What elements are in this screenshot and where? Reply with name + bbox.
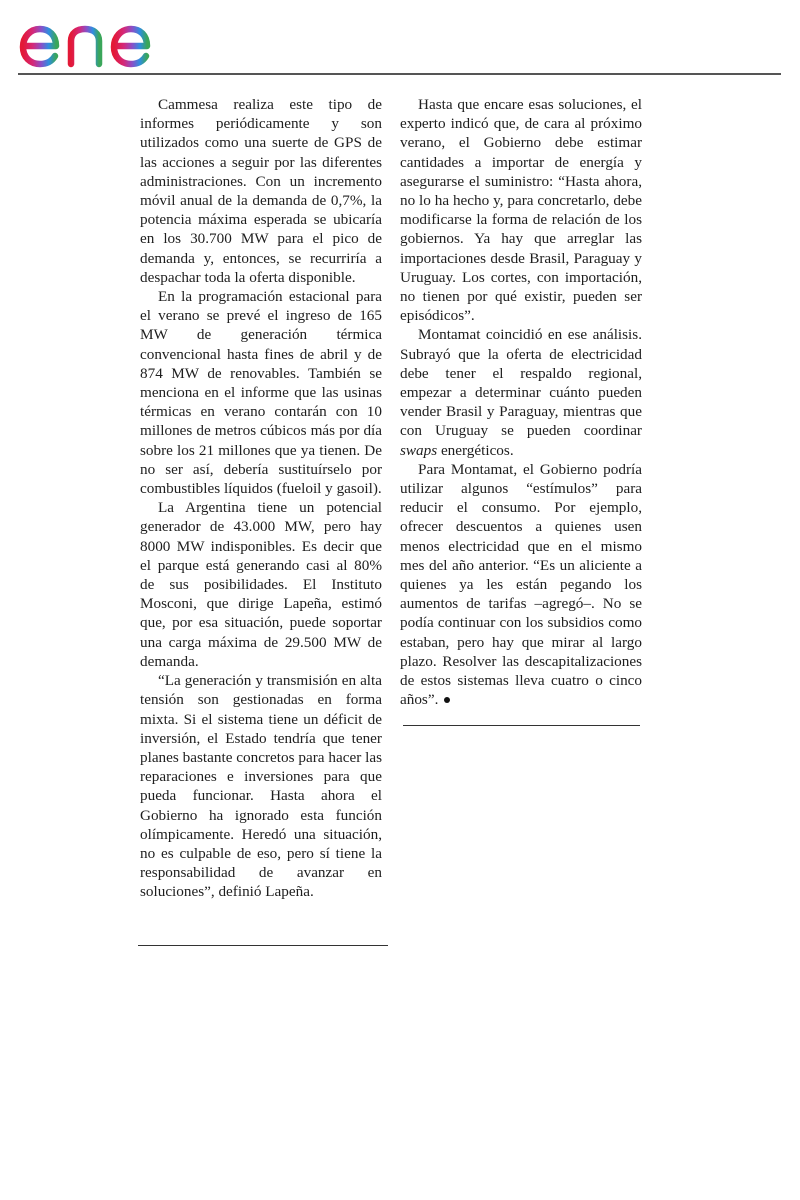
article-paragraph: Cammesa realiza este tipo de informes periódicamente y son utilizados como una suerte de GPS de las acciones a seguir por las diferentes administraciones. Con un incremento móvil anual de la demanda de 0,7%, la potencia máxima esperada se ubicaría en los 30.700 MW para el pico de demanda y, entonces, se recurriría a despachar toda la oferta disponible.	[140, 96, 382, 286]
article-paragraph-montamat	[400, 325, 642, 459]
header-divider	[18, 73, 781, 75]
enel-logo	[14, 8, 184, 70]
article-paragraph: La Argentina tiene un potencial generador de 43.000 MW, pero hay 8000 MW indisponibles. Es decir que el parque está generando casi al 80% de sus posibilidades. El Instituto Mosconi, que dirige Lapeña, estimó que, por esa situación, puede soportar una carga máxima de 29.500 MW de demanda.	[140, 499, 382, 670]
montamat-text: Montamat coincidió en ese análisis. Subrayó que la oferta de electricidad debe tener el respaldo regional, empezar a determinar cuánto pueden vender Brasil y Paraguay, mientras que con Uruguay se pueden coordinar	[400, 326, 642, 440]
article-column-left	[140, 95, 382, 902]
article-closing-text: Para Montamat, el Gobierno podría utilizar algunos “estímulos” para reducir el consumo. Por ejemplo, ofrecer descuentos a quienes usen menos electricidad que en el mismo mes del año anterior. “Es un aliciente a quienes ya les están pegando los aumentos de tarifas –agregó–. No se podía continuar con los subsidios como estaban, pero hay que mirar al largo plazo. Resolver las descapitalizaciones de estos sistemas lleva cuatro o cinco años”.	[400, 460, 642, 709]
article-paragraph: En la programación estacional para el verano se prevé el ingreso de 165 MW de generación térmica convencional hasta fines de abril y de 874 MW de renovables. También se menciona en el informe que las usinas térmicas en verano contarán con 10 millones de metros cúbicos más por día sobre los 21 millones que ya tienen. De no ser así, debería sustituírselo por combustibles líquidos (fueloil y gasoil).	[140, 288, 382, 498]
article-column-right	[400, 95, 642, 710]
montamat-text-end: energéticos.	[437, 441, 514, 459]
column-end-rule	[403, 725, 640, 726]
article-paragraph: Hasta que encare esas soluciones, el experto indicó que, de cara al próximo verano, el Gobierno debe estimar cantidades a importar de energía y asegurarse el suministro: “Hasta ahora, no lo ha hecho y, para concretarlo, debe modificarse la forma de relación de los gobiernos. Ya hay que arreglar las importaciones desde Brasil, Paraguay y Uruguay. Los cortes, con importación, no tienen por qué existir, pueden ser episódicos”.	[400, 96, 642, 325]
article-paragraph: “La generación y transmisión en alta tensión son gestionadas en forma mixta. Si el sistema tiene un déficit de inversión, el Estado tendría que tener planes bastante concretos para hacer las reparaciones e inversiones para que pueda funcionar. Hasta ahora el Gobierno ha ignorado esta función olímpicamente. Heredó una situación, no es culpable de eso, pero sí tiene la responsabilidad de avanzar en soluciones”, definió Lapeña.	[140, 672, 382, 901]
emphasized-word: swaps	[400, 441, 438, 459]
article-paragraph	[400, 460, 642, 710]
column-end-rule	[138, 945, 388, 946]
end-of-article-dot	[444, 697, 450, 703]
